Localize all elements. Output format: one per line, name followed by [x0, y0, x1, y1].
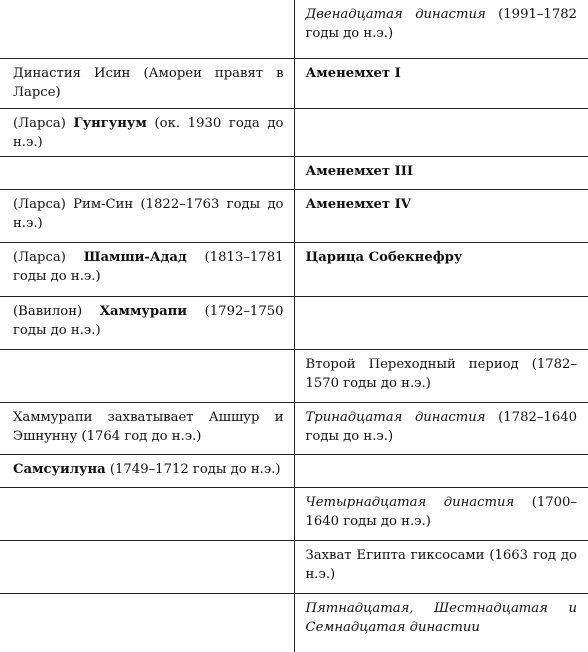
table-row: [0, 0, 588, 58]
ruler-name: Хаммурапи: [99, 303, 188, 319]
mesopotamia-cell: [0, 454, 294, 487]
table-row: [0, 454, 588, 487]
egypt-cell: [294, 108, 588, 156]
cell-text: (Ларса): [13, 115, 74, 131]
egypt-cell: [294, 349, 588, 402]
cell-text: (Ларса): [13, 249, 84, 265]
ruler-name: Аменемхет IV: [305, 196, 411, 212]
mesopotamia-cell: [0, 593, 294, 652]
cell-text: (ок. 1930 года до н.э.): [13, 115, 284, 150]
egypt-cell: [294, 296, 588, 349]
table-row: [0, 349, 588, 402]
cell-text: (1749–1712 годы до н.э.): [105, 461, 281, 477]
ruler-name: Самсуилуна: [13, 461, 106, 477]
ruler-name: Аменемхет I: [305, 65, 401, 81]
ruler-name: Шамши-Адад: [83, 249, 187, 265]
mesopotamia-cell: [0, 487, 294, 540]
egypt-cell: [294, 454, 588, 487]
cell-text: (1782–1640 годы до н.э.): [305, 409, 577, 444]
ruler-name: Царица Собекнефру: [305, 249, 463, 265]
egypt-cell: [294, 487, 588, 540]
dynasty-name: Пятнадцатая, Шестнадцатая и Семнадцатая династии: [305, 600, 577, 635]
table-row: [0, 189, 588, 242]
egypt-cell: [294, 156, 588, 189]
table-row: [0, 593, 588, 652]
table-row: [0, 242, 588, 296]
mesopotamia-cell: [0, 402, 294, 454]
table-row: [0, 402, 588, 454]
mesopotamia-cell: [0, 108, 294, 156]
cell-text: (Ларса) Рим-Син (1822–1763 годы до н.э.): [13, 196, 284, 231]
ruler-name: Аменемхет III: [305, 163, 414, 179]
table-row: [0, 108, 588, 156]
cell-text: (1700–1640 годы до н.э.): [305, 494, 577, 529]
mesopotamia-cell: [0, 58, 294, 108]
egypt-cell: [294, 242, 588, 296]
mesopotamia-cell: [0, 540, 294, 593]
egypt-cell: [294, 58, 588, 108]
dynasty-name: Тринадцатая династия: [305, 409, 486, 425]
cell-text: (1813–1781 годы до н.э.): [13, 249, 284, 284]
mesopotamia-cell: [0, 156, 294, 189]
table-row: [0, 540, 588, 593]
table-row: [0, 156, 588, 189]
ruler-name: Гунгунум: [73, 115, 147, 131]
egypt-cell: [294, 189, 588, 242]
table-row: [0, 58, 588, 108]
egypt-cell: [294, 402, 588, 454]
egypt-cell: [294, 540, 588, 593]
mesopotamia-cell: [0, 0, 294, 58]
cell-text: (1991–1782 годы до н.э.): [305, 7, 577, 41]
cell-text: Хаммурапи захватывает Ашшур и Эшнунну (1764 год до н.э.): [13, 409, 284, 444]
cell-text: Захват Египта гиксосами (1663 год до н.э.): [305, 547, 577, 582]
egypt-cell: [294, 0, 588, 58]
cell-text: (Вавилон): [13, 303, 100, 319]
cell-text: Династия Исин (Амореи правят в Ларсе): [13, 65, 284, 100]
mesopotamia-cell: [0, 189, 294, 242]
mesopotamia-cell: [0, 296, 294, 349]
mesopotamia-cell: [0, 242, 294, 296]
dynasty-name: Двенадцатая династия: [305, 7, 486, 22]
dynasty-name: Четырнадцатая династия: [305, 494, 515, 510]
egypt-cell: [294, 593, 588, 652]
mesopotamia-cell: [0, 349, 294, 402]
table-row: [0, 487, 588, 540]
cell-text: Второй Переходный период (1782–1570 годы до н.э.): [305, 356, 577, 391]
cell-text: (1792–1750 годы до н.э.): [13, 303, 284, 338]
table-row: [0, 296, 588, 349]
